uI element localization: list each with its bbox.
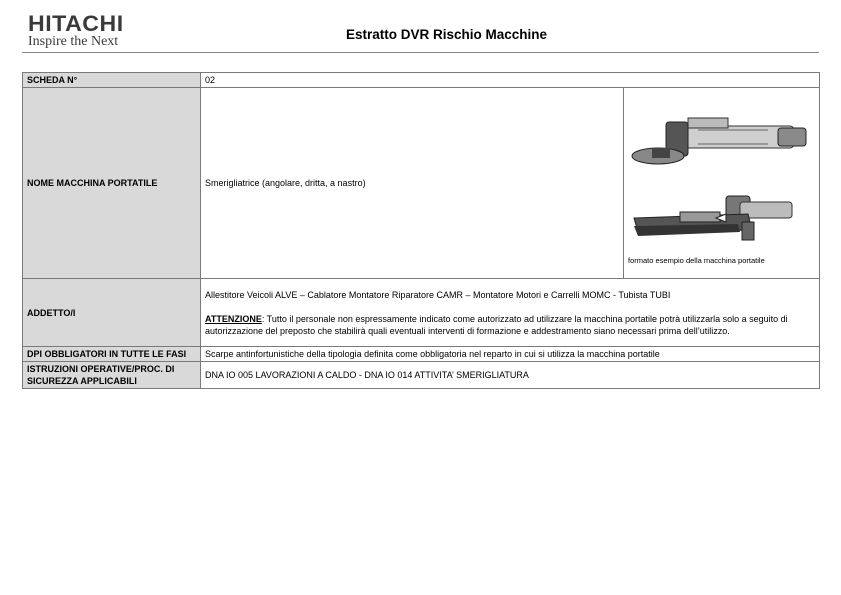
logo-tagline: Inspire the Next <box>28 34 119 49</box>
attenzione-text: : Tutto il personale non espressamente indicato come autorizzato ad utilizzare la macchina portatile potrà utilizzarla solo a seguito di autorizzazione del preposto che stabilirà quali eventuali interventi di formazione e addestramento siano necessari prima dell’utilizzo. <box>205 313 788 336</box>
addetto-value <box>201 279 820 347</box>
row-addetto <box>23 279 820 347</box>
dpi-value: Scarpe antinfortunistiche della tipologia definita come obbligatoria nel reparto in cui si utilizza la macchina portatile <box>201 347 820 362</box>
image-caption: formato esempio della macchina portatile <box>628 255 765 265</box>
header-divider <box>22 52 819 53</box>
belt-sander-illustration <box>628 192 814 248</box>
angle-grinder-illustration <box>628 106 814 176</box>
scheda-value: 02 <box>201 73 820 88</box>
attenzione-label: ATTENZIONE <box>205 313 262 324</box>
nome-macchina-label: NOME MACCHINA PORTATILE <box>23 88 201 279</box>
row-scheda <box>23 73 820 88</box>
nome-macchina-value: Smerigliatrice (angolare, dritta, a nastro) <box>201 88 624 279</box>
istruzioni-label: ISTRUZIONI OPERATIVE/PROC. DI SICUREZZA APPLICABILI <box>23 362 201 389</box>
scheda-label: SCHEDA N° <box>23 73 201 88</box>
dvr-table <box>22 72 820 389</box>
hitachi-logo <box>28 11 148 50</box>
row-istruzioni <box>23 362 820 389</box>
document-title: Estratto DVR Rischio Macchine <box>346 27 548 42</box>
addetto-roles: Allestitore Veicoli ALVE – Cablatore Montatore Riparatore CAMR – Montatore Motori e Carrelli MOMC - Tubista TUBI <box>205 289 671 300</box>
row-nome-macchina <box>23 88 820 279</box>
addetto-label: ADDETTO/I <box>23 279 201 347</box>
row-dpi <box>23 347 820 362</box>
machine-image-cell <box>624 88 820 279</box>
dpi-label: DPI OBBLIGATORI IN TUTTE LE FASI <box>23 347 201 362</box>
logo-wordmark: HITACHI <box>28 11 124 36</box>
spacer <box>205 301 815 313</box>
istruzioni-value: DNA IO 005 LAVORAZIONI A CALDO - DNA IO 014 ATTIVITA’ SMERIGLIATURA <box>201 362 820 389</box>
